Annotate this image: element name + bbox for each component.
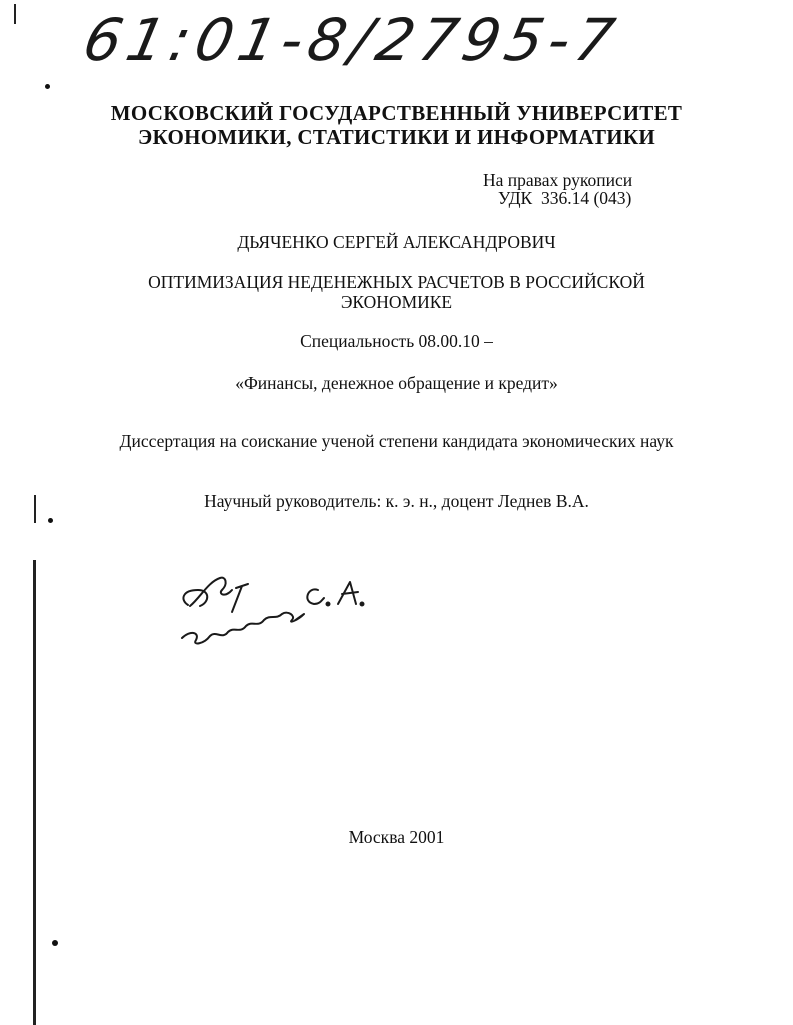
scientific-supervisor: Научный руководитель: к. э. н., доцент Леднев В.А. [204,491,589,511]
specialty-name: «Финансы, денежное обращение и кредит» [235,373,558,393]
specialty-code: Специальность 08.00.10 – [300,331,493,351]
scan-dot [48,518,53,523]
catalog-number-handwritten: 61:01-8/2795-7 [77,6,626,74]
author-name: ДЬЯЧЕНКО СЕРГЕЙ АЛЕКСАНДРОВИЧ [237,232,556,252]
dissertation-title-line1: ОПТИМИЗАЦИЯ НЕДЕНЕЖНЫХ РАСЧЕТОВ В РОССИЙСКОЙ [148,272,645,292]
university-name-line2: ЭКОНОМИКИ, СТАТИСТИКИ И ИНФОРМАТИКИ [137,125,656,149]
author-signature [170,560,380,660]
scan-dot [45,84,50,89]
city-year: Москва 2001 [348,827,445,847]
degree-statement: Диссертация на соискание ученой степени кандидата экономических наук [119,431,674,451]
university-name-line1: МОСКОВСКИЙ ГОСУДАРСТВЕННЫЙ УНИВЕРСИТЕТ [110,101,683,125]
dissertation-title-line2: ЭКОНОМИКЕ [340,292,453,312]
scan-edge-left [33,560,36,1025]
scan-dot [52,940,58,946]
scan-edge-top [14,4,16,24]
manuscript-rights: На правах рукописи [483,170,633,190]
udc-code: УДК 336.14 (043) [498,188,632,208]
